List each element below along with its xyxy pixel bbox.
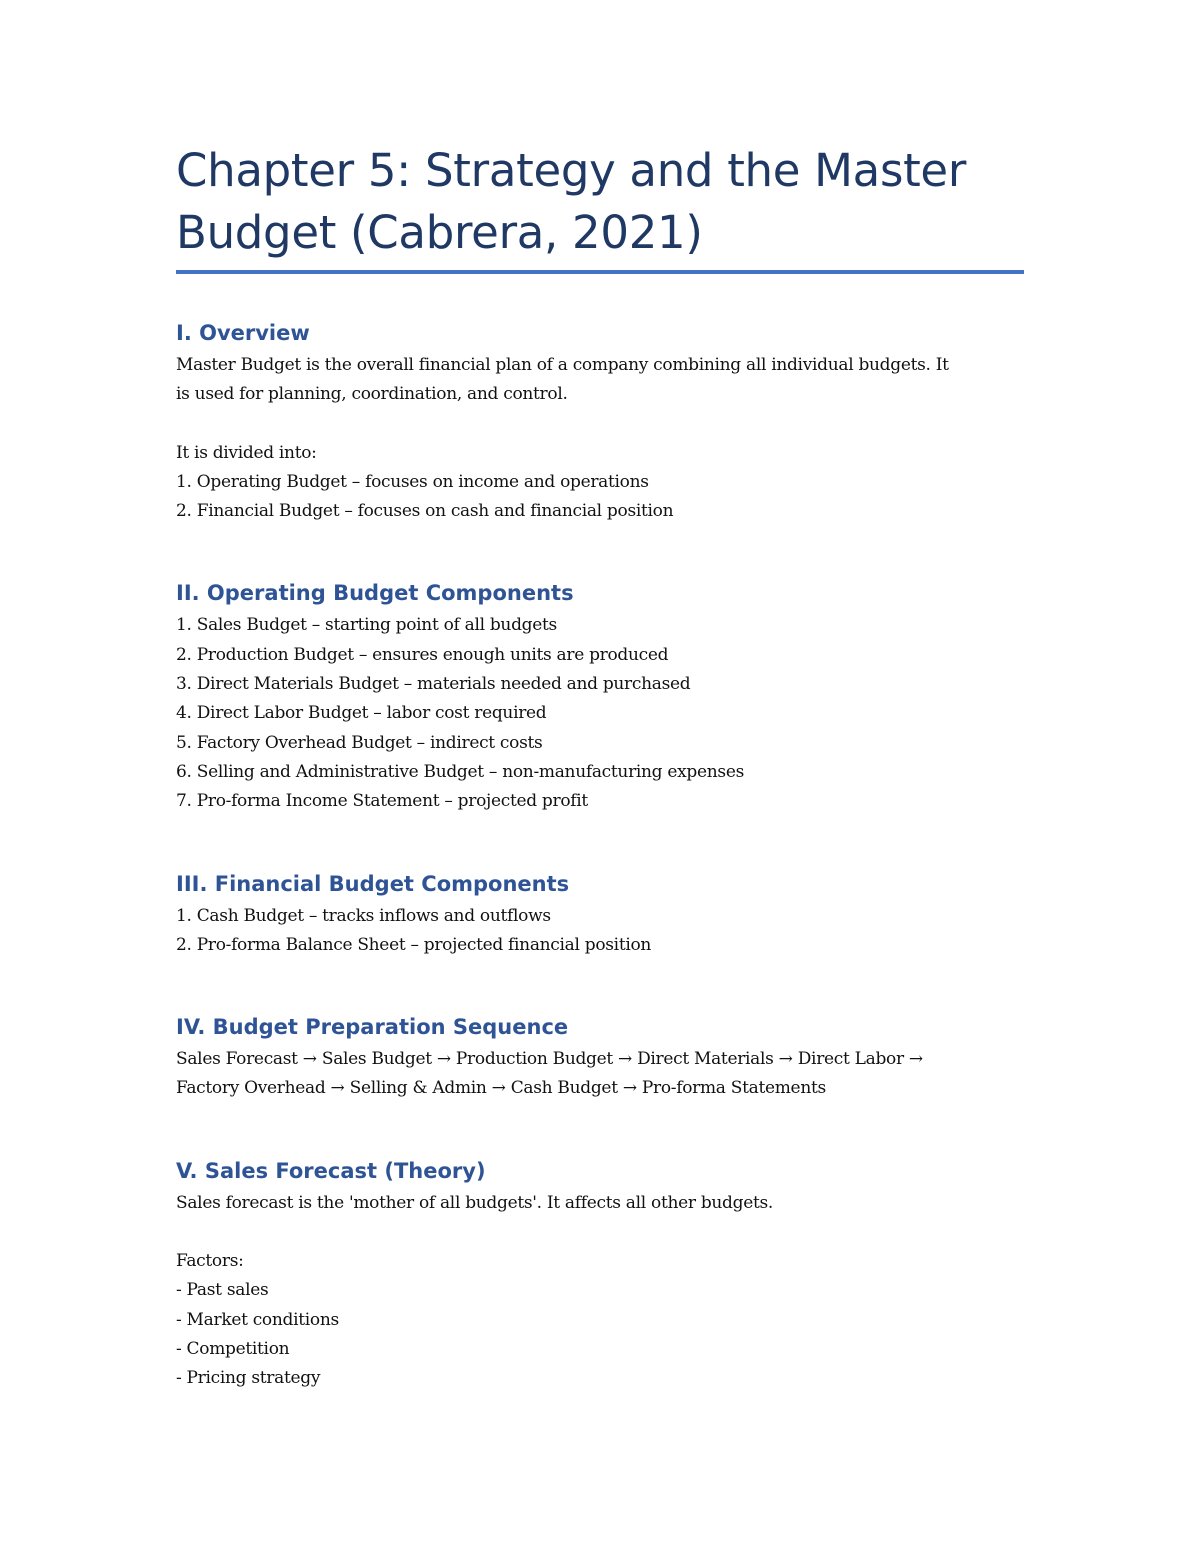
operating-list xyxy=(176,611,1026,816)
section-heading: II. Operating Budget Components xyxy=(176,581,574,606)
list-intro: Factors: xyxy=(176,1251,244,1272)
blank-line xyxy=(176,1218,1026,1247)
list-item: - Past sales xyxy=(176,1280,269,1301)
section-sales-forecast xyxy=(176,1156,1026,1394)
paragraph-line: Factory Overhead → Selling & Admin → Cash Budget → Pro-forma Statements xyxy=(176,1078,826,1099)
list-item: 3. Direct Materials Budget – materials needed and purchased xyxy=(176,674,691,695)
factors-list xyxy=(176,1247,1026,1393)
list-intro: It is divided into: xyxy=(176,442,317,463)
list-item: 4. Direct Labor Budget – labor cost required xyxy=(176,703,547,724)
document-page xyxy=(176,140,1026,1394)
section-heading: I. Overview xyxy=(176,321,310,345)
blank-line xyxy=(176,410,1026,439)
list-item: 1. Cash Budget – tracks inflows and outflows xyxy=(176,905,551,926)
section-heading: IV. Budget Preparation Sequence xyxy=(176,1015,569,1040)
document-title xyxy=(176,140,1026,264)
section-heading: V. Sales Forecast (Theory) xyxy=(176,1158,486,1183)
list-item: - Pricing strategy xyxy=(176,1368,321,1389)
title-line-1: Chapter 5: Strategy and the Master xyxy=(176,144,967,197)
title-underline xyxy=(176,270,1024,274)
list-item: 2. Financial Budget – focuses on cash and financial position xyxy=(176,501,674,522)
list-item: - Market conditions xyxy=(176,1309,339,1330)
section-preparation-sequence xyxy=(176,1012,1026,1104)
title-line-2: Budget (Cabrera, 2021) xyxy=(176,206,703,259)
overview-paragraph xyxy=(176,351,1026,410)
list-item: 2. Production Budget – ensures enough units are produced xyxy=(176,644,669,665)
section-heading: III. Financial Budget Components xyxy=(176,871,570,896)
list-item: 2. Pro-forma Balance Sheet – projected financial position xyxy=(176,934,652,955)
list-item: - Competition xyxy=(176,1338,290,1359)
sequence-paragraph xyxy=(176,1045,1026,1104)
section-financial-budget xyxy=(176,869,1026,961)
list-item: 1. Sales Budget – starting point of all budgets xyxy=(176,615,557,636)
list-item: 1. Operating Budget – focuses on income and operations xyxy=(176,471,649,492)
section-operating-budget xyxy=(176,578,1026,816)
section-overview xyxy=(176,318,1026,526)
paragraph-line: Sales forecast is the 'mother of all budgets'. It affects all other budgets. xyxy=(176,1192,774,1213)
list-item: 7. Pro-forma Income Statement – projected profit xyxy=(176,791,588,812)
financial-list xyxy=(176,902,1026,961)
list-item: 5. Factory Overhead Budget – indirect costs xyxy=(176,732,543,753)
paragraph-line: Master Budget is the overall financial plan of a company combining all individual budgets. It xyxy=(176,355,949,375)
paragraph-line: is used for planning, coordination, and control. xyxy=(176,384,568,405)
overview-list xyxy=(176,439,1026,527)
forecast-paragraph xyxy=(176,1189,1026,1218)
list-item: 6. Selling and Administrative Budget – non-manufacturing expenses xyxy=(176,761,745,782)
paragraph-line: Sales Forecast → Sales Budget → Production Budget → Direct Materials → Direct Labor → xyxy=(176,1049,923,1070)
